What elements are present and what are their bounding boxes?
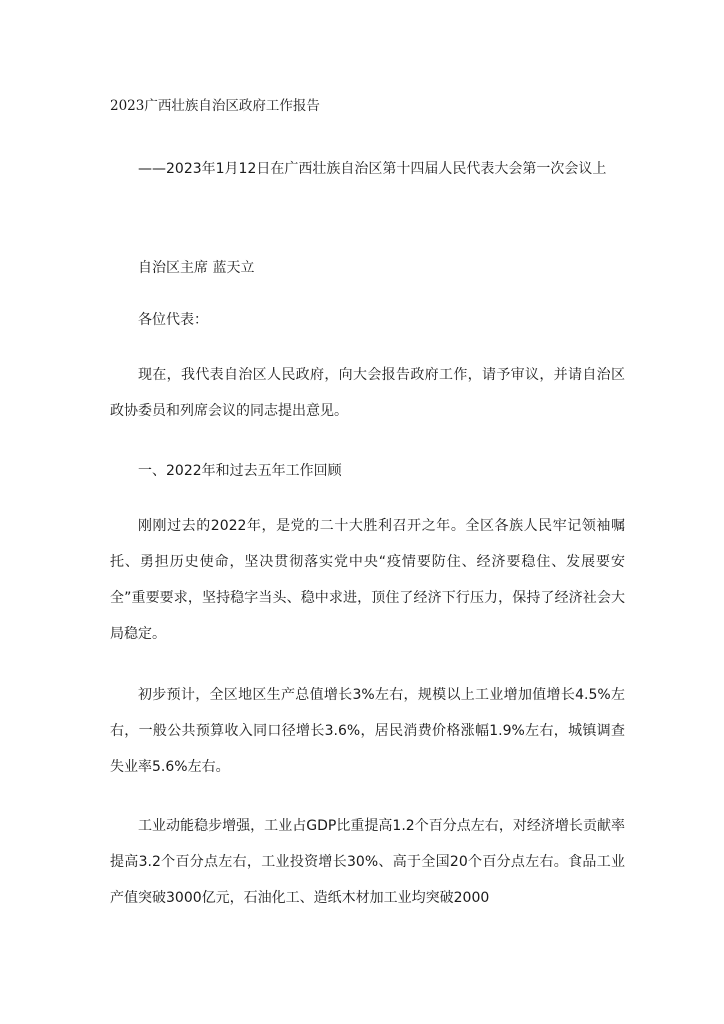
statistics-paragraph: 初步预计，全区地区生产总值增长3%左右，规模以上工业增加值增长4.5%左右，一般公共预算收入同口径增长3.6%，居民消费价格涨幅1.9%左右，城镇调查失业率5.6%左右。 — [110, 687, 625, 775]
industry-paragraph: 工业动能稳步增强，工业占GDP比重提高1.2个百分点左右，对经济增长贡献率提高3.2个百分点左右，工业投资增长30%、高于全国20个百分点左右。食品工业产值突破3000亿元，石油化工、造纸木材加工业均突破2000 — [110, 818, 625, 906]
subtitle-paragraph: ——2023年1月12日在广西壮族自治区第十四届人民代表大会第一次会议上 — [138, 161, 607, 177]
document-title: 2023广西壮族自治区政府工作报告 — [110, 98, 320, 114]
review-paragraph: 刚刚过去的2022年，是党的二十大胜利召开之年。全区各族人民牢记领袖嘱托、勇担历史使命，坚决贯彻落实党中央“疫情要防住、经济要稳住、发展要安全”重要要求，坚持稳字当头、稳中求进，顶住了经济下行压力，保持了经济社会大局稳定。 — [110, 518, 625, 642]
section-heading: 一、2022年和过去五年工作回顾 — [138, 463, 342, 479]
intro-paragraph: 现在，我代表自治区人民政府，向大会报告政府工作，请予审议，并请自治区政协委员和列席会议的同志提出意见。 — [110, 367, 625, 419]
author-line: 自治区主席 蓝天立 — [138, 260, 255, 276]
greeting-paragraph: 各位代表： — [138, 312, 208, 328]
